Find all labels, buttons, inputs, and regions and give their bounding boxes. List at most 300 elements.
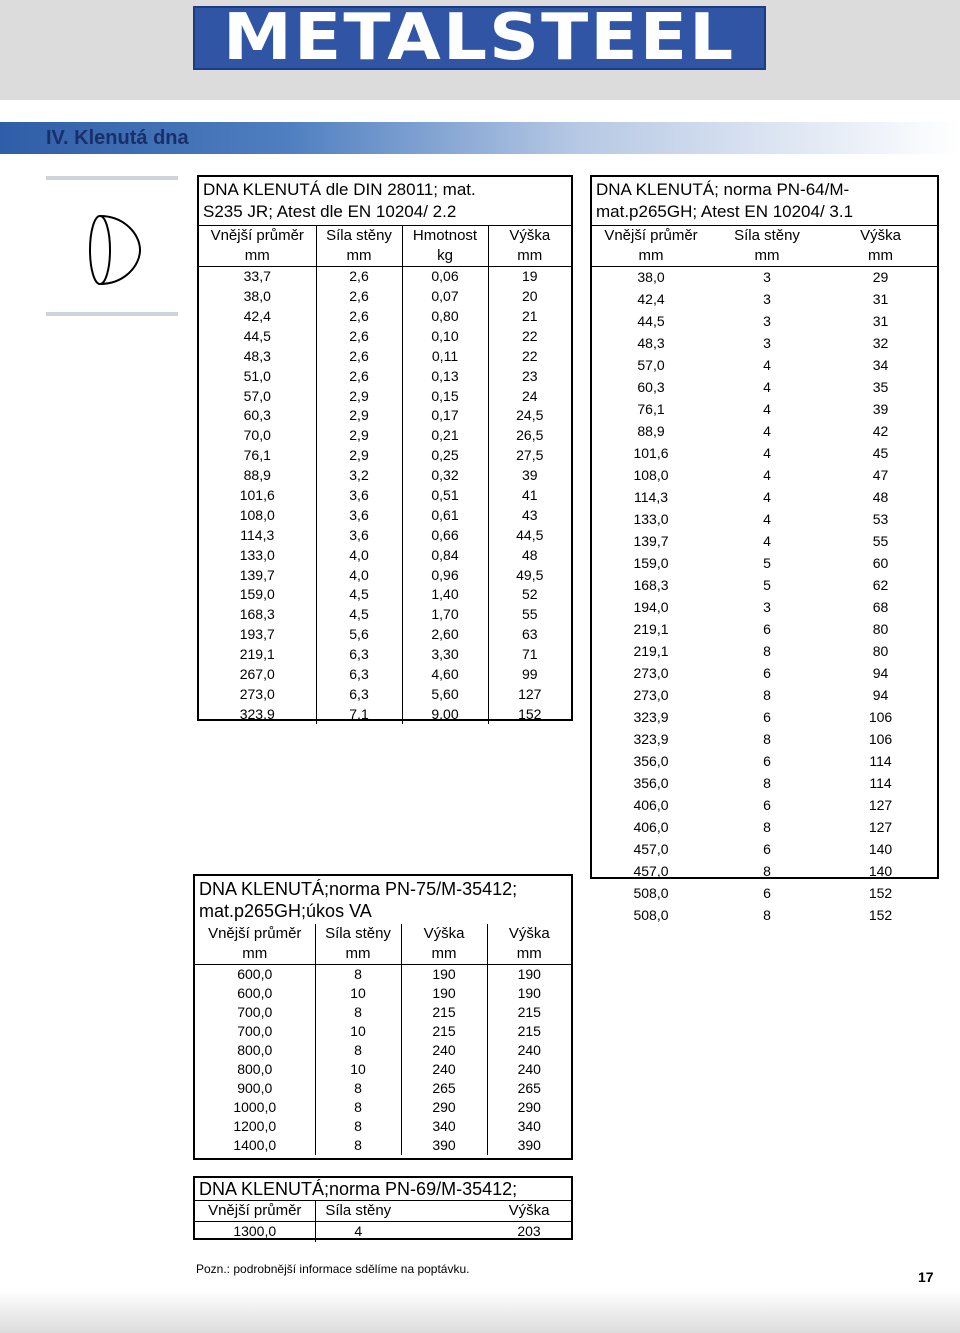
- table-cell: 215: [401, 1003, 487, 1022]
- table-row: [592, 839, 937, 861]
- table-cell: 3: [763, 599, 771, 616]
- table-cell: 57,0: [199, 386, 316, 406]
- table-cell: 3: [763, 313, 771, 330]
- table-cell: 0,51: [402, 486, 488, 506]
- table-cell: 88,9: [199, 466, 316, 486]
- table-row: [592, 597, 937, 619]
- table-row: [592, 773, 937, 795]
- table-cell: 139,7: [199, 565, 316, 585]
- table-cell: 48,3: [199, 346, 316, 366]
- thumbnail-rule-bottom: [46, 312, 178, 316]
- table-row: [195, 964, 571, 984]
- table-cell: 3: [763, 291, 771, 308]
- table-cell: 88,9: [637, 423, 665, 440]
- table-row: [199, 585, 571, 605]
- table-cell: 23: [521, 367, 538, 384]
- section-bar: [0, 122, 960, 154]
- table-row: [592, 553, 937, 575]
- table-row: [199, 665, 571, 685]
- table-cell: 51,0: [199, 366, 316, 386]
- table-cell: [401, 1221, 487, 1241]
- table-cell: 406,0: [633, 797, 669, 814]
- table-cell: 219,1: [633, 643, 669, 660]
- table-cell: 80: [872, 621, 889, 638]
- table-cell: 4,5: [316, 605, 402, 625]
- table-cell: 600,0: [195, 964, 315, 984]
- table-cell: 10: [315, 1022, 401, 1041]
- table-row: [195, 1022, 571, 1041]
- table-cell: 215: [517, 1022, 541, 1039]
- table-cell: 2,9: [316, 406, 402, 426]
- table-cell: 219,1: [633, 621, 669, 638]
- table-cell: 8: [315, 1041, 401, 1060]
- table-cell: 0,96: [402, 565, 488, 585]
- table-cell: 159,0: [199, 585, 316, 605]
- table-cell: 42,4: [637, 291, 665, 308]
- table-cell: 48,3: [637, 335, 665, 352]
- table-cell: 215: [401, 1022, 487, 1041]
- table-cell: 6,3: [316, 665, 402, 685]
- table-cell: 152: [868, 885, 893, 902]
- table-cell: 0,61: [402, 505, 488, 525]
- table-cell: 0,32: [402, 466, 488, 486]
- table-cell: 4: [763, 533, 771, 550]
- table-cell: 76,1: [637, 401, 665, 418]
- table-row: [592, 377, 937, 399]
- table-cell: 203: [517, 1223, 541, 1240]
- table-cell: 76,1: [199, 446, 316, 466]
- table-row: [199, 326, 571, 346]
- table-cell: 2,6: [316, 307, 402, 327]
- table-cell: 215: [517, 1003, 541, 1020]
- table-cell: 240: [517, 1041, 541, 1058]
- table-cell: 70,0: [199, 426, 316, 446]
- table-cell: 140: [868, 841, 893, 858]
- table-cell: 32: [872, 335, 889, 352]
- table-cell: 0,25: [402, 446, 488, 466]
- table-cell: 800,0: [195, 1041, 315, 1060]
- table-cell: 2,6: [316, 287, 402, 307]
- table-cell: 4: [763, 467, 771, 484]
- table-cell: 114,3: [199, 525, 316, 545]
- table-cell: 8: [315, 1003, 401, 1022]
- table-cell: 114: [869, 753, 892, 770]
- table-cell: 41: [521, 487, 538, 504]
- table-row: [199, 525, 571, 545]
- table-cell: 94: [872, 687, 889, 704]
- table-cell: 273,0: [199, 684, 316, 704]
- table-cell: 168,3: [633, 577, 669, 594]
- table-cell: 1,70: [402, 605, 488, 625]
- table-cell: 114,3: [634, 489, 668, 506]
- table-cell: 108,0: [199, 505, 316, 525]
- table-din: [197, 175, 573, 721]
- table-pn69-header: Vnější průměr Síla stěny Výška: [195, 1201, 571, 1222]
- table-cell: 700,0: [195, 1022, 315, 1041]
- table-row: [592, 465, 937, 487]
- table-cell: 0,17: [402, 406, 488, 426]
- table-cell: 2,6: [316, 266, 402, 286]
- table-cell: 3,6: [316, 525, 402, 545]
- table-cell: 2,9: [316, 386, 402, 406]
- table-cell: 0,15: [402, 386, 488, 406]
- table-row: [592, 795, 937, 817]
- table-cell: 390: [401, 1136, 487, 1155]
- table-cell: 2,6: [316, 366, 402, 386]
- table-din-units: mm mm kg mm: [199, 246, 571, 266]
- table-row: [199, 605, 571, 625]
- table-row: [592, 575, 937, 597]
- table-cell: 21: [521, 308, 538, 324]
- table-cell: 101,6: [633, 445, 669, 462]
- table-cell: 45: [872, 445, 889, 462]
- table-cell: 60,3: [199, 406, 316, 426]
- table-cell: 10: [315, 1060, 401, 1079]
- table-cell: 800,0: [195, 1060, 315, 1079]
- table-cell: 6: [763, 797, 771, 814]
- table-row: [195, 1079, 571, 1098]
- table-cell: 4: [763, 379, 771, 396]
- table-cell: 38,0: [199, 287, 316, 307]
- table-cell: 127: [868, 797, 893, 814]
- table-cell: 0,66: [402, 525, 488, 545]
- table-cell: 62: [872, 577, 889, 594]
- table-row: [195, 1098, 571, 1117]
- table-cell: 42: [872, 423, 889, 440]
- table-cell: 8: [315, 964, 401, 984]
- table-cell: 108,0: [633, 467, 669, 484]
- table-cell: 33,7: [199, 266, 316, 286]
- table-row: [592, 421, 937, 443]
- table-cell: 273,0: [633, 665, 669, 682]
- table-cell: 219,1: [199, 645, 316, 665]
- table-cell: 7,1: [316, 704, 402, 724]
- table-cell: 19: [521, 268, 538, 285]
- table-cell: 406,0: [633, 819, 669, 836]
- table-cell: 9,00: [402, 704, 488, 724]
- table-cell: 265: [517, 1079, 541, 1096]
- table-cell: 24,5: [516, 407, 544, 424]
- table-pn69-body: [195, 1221, 571, 1241]
- table-cell: 133,0: [633, 511, 669, 528]
- table-cell: 508,0: [633, 907, 669, 924]
- table-row: [592, 487, 937, 509]
- table-row: [592, 817, 937, 839]
- table-cell: 127: [868, 819, 893, 836]
- table-cell: 1400,0: [195, 1136, 315, 1155]
- table-cell: 240: [401, 1060, 487, 1079]
- table-row: [199, 266, 571, 286]
- table-din-header: Vnější průměr Síla stěny Hmotnost Výška: [199, 226, 571, 246]
- table-row: [592, 443, 937, 465]
- table-cell: 139,7: [633, 533, 669, 550]
- table-row: [592, 289, 937, 311]
- table-cell: 34: [872, 357, 889, 374]
- table-pn75-header: Vnější průměr Síla stěny Výška Výška: [195, 924, 571, 944]
- table-cell: 900,0: [195, 1079, 315, 1098]
- table-cell: 2,60: [402, 625, 488, 645]
- table-row: [195, 1003, 571, 1022]
- table-cell: 190: [517, 965, 541, 982]
- table-row: [592, 399, 937, 421]
- table-cell: 3,2: [316, 466, 402, 486]
- table-row: [592, 883, 937, 905]
- table-row: [592, 266, 937, 289]
- table-pn64-header: Vnější průměr Síla stěny Výška: [604, 227, 901, 245]
- table-cell: 190: [401, 984, 487, 1003]
- table-cell: 55: [872, 533, 889, 550]
- table-cell: 340: [517, 1117, 541, 1134]
- thumbnail-rule-top: [46, 176, 178, 180]
- table-row: [195, 984, 571, 1003]
- table-row: [199, 386, 571, 406]
- footnote: Pozn.: podrobnější informace sdělíme na poptávku.: [196, 1262, 470, 1276]
- table-cell: 6: [763, 753, 771, 770]
- table-row: [199, 565, 571, 585]
- table-cell: 0,84: [402, 545, 488, 565]
- table-cell: 265: [401, 1079, 487, 1098]
- table-cell: 22: [521, 327, 538, 344]
- table-cell: 6: [763, 621, 771, 638]
- table-cell: 1000,0: [195, 1098, 315, 1117]
- table-pn75-title: DNA KLENUTÁ;norma PN-75/M-35412; mat.p265GH;úkos VA: [199, 879, 518, 921]
- table-cell: 44,5: [637, 313, 665, 330]
- table-cell: 4,5: [316, 585, 402, 605]
- table-cell: 0,21: [402, 426, 488, 446]
- table-row: [199, 406, 571, 426]
- table-cell: 323,9: [633, 709, 669, 726]
- table-row: [199, 366, 571, 386]
- table-cell: 8: [763, 643, 771, 660]
- table-cell: 22: [521, 347, 538, 364]
- table-pn64-body: [592, 266, 937, 927]
- table-cell: 240: [401, 1041, 487, 1060]
- table-cell: 340: [401, 1117, 487, 1136]
- table-cell: 114: [869, 775, 892, 792]
- table-cell: 8: [763, 687, 771, 704]
- table-cell: 8: [763, 907, 771, 924]
- table-cell: 4: [763, 357, 771, 374]
- table-cell: 4: [763, 489, 771, 506]
- table-row: [195, 1221, 571, 1241]
- table-cell: 4: [763, 401, 771, 418]
- table-cell: 273,0: [633, 687, 669, 704]
- table-cell: 0,80: [402, 307, 488, 327]
- table-row: [199, 307, 571, 327]
- table-cell: 2,9: [316, 426, 402, 446]
- table-cell: 4: [354, 1223, 363, 1240]
- table-cell: 140: [868, 863, 893, 880]
- table-row: [592, 751, 937, 773]
- table-cell: 3,6: [316, 486, 402, 506]
- table-cell: 44,5: [516, 526, 544, 543]
- table-pn75-body: [195, 964, 571, 1155]
- table-cell: 190: [517, 984, 541, 1001]
- table-cell: 390: [517, 1136, 541, 1153]
- table-cell: 290: [517, 1098, 541, 1115]
- table-cell: 60: [872, 555, 889, 572]
- table-cell: 48: [872, 489, 889, 506]
- table-cell: 8: [763, 775, 771, 792]
- table-pn64: [590, 175, 939, 924]
- table-cell: 106: [868, 709, 893, 726]
- table-cell: 159,0: [633, 555, 669, 572]
- table-cell: 20: [521, 288, 538, 305]
- table-cell: 80: [872, 643, 889, 660]
- table-cell: 0,07: [402, 287, 488, 307]
- table-cell: 133,0: [199, 545, 316, 565]
- table-row: [592, 333, 937, 355]
- table-din-title: DNA KLENUTÁ dle DIN 28011; mat. S235 JR; Atest dle EN 10204/ 2.2: [199, 177, 571, 226]
- table-pn64-title: DNA KLENUTÁ; norma PN-64/M- mat.p265GH; Atest EN 10204/ 3.1: [592, 177, 937, 226]
- table-row: [199, 704, 571, 724]
- table-row: [592, 355, 937, 377]
- table-cell: 57,0: [637, 357, 665, 374]
- table-cell: 94: [872, 665, 889, 682]
- table-cell: 99: [521, 666, 538, 683]
- table-cell: 194,0: [633, 599, 669, 616]
- table-cell: 26,5: [516, 427, 544, 444]
- table-cell: 5,60: [402, 684, 488, 704]
- table-cell: 53: [872, 511, 889, 528]
- table-cell: 267,0: [199, 665, 316, 685]
- table-cell: 4: [763, 423, 771, 440]
- table-cell: 6: [763, 709, 771, 726]
- table-cell: 29: [872, 269, 889, 286]
- dished-head-icon: [86, 212, 142, 288]
- table-cell: 8: [315, 1117, 401, 1136]
- table-cell: 5: [763, 577, 771, 594]
- table-pn75-units: mm mm mm mm: [195, 944, 571, 964]
- table-cell: 39: [872, 401, 889, 418]
- table-row: [199, 346, 571, 366]
- table-cell: 6,3: [316, 684, 402, 704]
- table-cell: 127: [518, 685, 542, 702]
- table-cell: 8: [763, 819, 771, 836]
- table-cell: 48: [521, 546, 538, 563]
- table-cell: 5: [763, 555, 771, 572]
- table-cell: 4,0: [316, 545, 402, 565]
- table-row: [195, 1060, 571, 1079]
- table-cell: 8: [315, 1079, 401, 1098]
- table-cell: 3: [763, 335, 771, 352]
- table-cell: 0,10: [402, 326, 488, 346]
- table-pn75: [193, 874, 573, 1160]
- table-cell: 60,3: [637, 379, 665, 396]
- table-cell: 193,7: [199, 625, 316, 645]
- table-cell: 323,9: [199, 704, 316, 724]
- table-pn69: [193, 1176, 573, 1240]
- table-cell: 27,5: [516, 447, 544, 464]
- table-cell: 6: [763, 885, 771, 902]
- table-cell: 55: [521, 606, 538, 623]
- table-cell: 52: [521, 586, 538, 603]
- table-cell: 106: [868, 731, 893, 748]
- table-row: [592, 861, 937, 883]
- table-cell: 6,3: [316, 645, 402, 665]
- table-cell: 0,13: [402, 366, 488, 386]
- table-row: [592, 685, 937, 707]
- table-cell: 4,60: [402, 665, 488, 685]
- table-cell: 4: [763, 445, 771, 462]
- table-row: [592, 619, 937, 641]
- footer-band: [0, 1290, 960, 1333]
- table-row: [199, 505, 571, 525]
- table-cell: 0,06: [402, 266, 488, 286]
- table-row: [195, 1136, 571, 1155]
- table-row: [199, 426, 571, 446]
- table-cell: 5,6: [316, 625, 402, 645]
- table-cell: 44,5: [199, 326, 316, 346]
- table-cell: 2,6: [316, 326, 402, 346]
- table-cell: 8: [315, 1136, 401, 1155]
- table-cell: 356,0: [633, 775, 669, 792]
- table-cell: 42,4: [199, 307, 316, 327]
- table-cell: 356,0: [633, 753, 669, 770]
- table-row: [199, 625, 571, 645]
- page-number: 17: [918, 1269, 934, 1285]
- table-cell: 6: [763, 841, 771, 858]
- table-row: [195, 1041, 571, 1060]
- table-cell: 457,0: [633, 863, 669, 880]
- table-cell: 700,0: [195, 1003, 315, 1022]
- table-cell: 43: [521, 506, 538, 523]
- table-cell: 8: [763, 863, 771, 880]
- table-cell: 168,3: [199, 605, 316, 625]
- table-cell: 3,6: [316, 505, 402, 525]
- table-cell: 508,0: [633, 885, 669, 902]
- table-cell: 101,6: [199, 486, 316, 506]
- table-cell: 1200,0: [195, 1117, 315, 1136]
- table-cell: 38,0: [637, 269, 665, 286]
- table-cell: 31: [872, 313, 889, 330]
- table-cell: 49,5: [516, 566, 544, 583]
- table-cell: 1300,0: [195, 1221, 315, 1241]
- table-cell: 6: [763, 665, 771, 682]
- table-cell: 3: [763, 269, 771, 286]
- table-row: [199, 287, 571, 307]
- table-cell: 457,0: [633, 841, 669, 858]
- table-cell: 0,11: [402, 346, 488, 366]
- table-row: [199, 466, 571, 486]
- table-cell: 152: [868, 907, 893, 924]
- table-cell: 290: [401, 1098, 487, 1117]
- table-cell: 600,0: [195, 984, 315, 1003]
- table-cell: 190: [401, 964, 487, 984]
- table-row: [592, 311, 937, 333]
- table-cell: 240: [517, 1060, 541, 1077]
- table-cell: 35: [872, 379, 889, 396]
- table-row: [195, 1117, 571, 1136]
- table-cell: 71: [521, 646, 538, 663]
- table-row: [592, 509, 937, 531]
- table-row: [199, 486, 571, 506]
- table-cell: 2,9: [316, 446, 402, 466]
- table-cell: 68: [872, 599, 889, 616]
- logo-text: METALSTEEL: [223, 1, 736, 75]
- table-cell: 39: [521, 467, 538, 484]
- table-cell: 8: [315, 1098, 401, 1117]
- table-row: [199, 645, 571, 665]
- table-cell: 4: [763, 511, 771, 528]
- table-din-body: [199, 266, 571, 724]
- table-cell: 47: [872, 467, 889, 484]
- section-title: IV. Klenutá dna: [46, 127, 189, 149]
- table-row: [592, 641, 937, 663]
- table-row: [592, 663, 937, 685]
- table-cell: 63: [521, 626, 538, 643]
- table-cell: 323,9: [633, 731, 669, 748]
